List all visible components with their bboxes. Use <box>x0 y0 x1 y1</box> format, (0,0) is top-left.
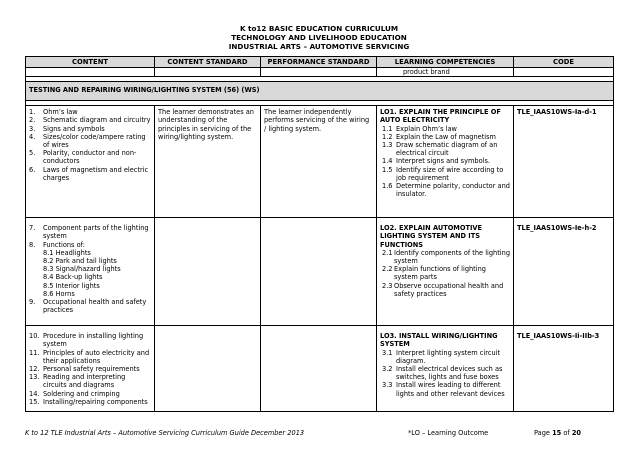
header-line-3: INDUSTRIAL ARTS – AUTOMOTIVE SERVICING <box>228 42 410 51</box>
list-item: 3. Signs and symbols <box>29 124 105 133</box>
list-item: 1.5 Identify size of wire according to job requirement <box>382 165 504 182</box>
column-header-learning-competencies: LEARNING COMPETENCIES <box>377 57 514 68</box>
column-header-performance-standard: PERFORMANCE STANDARD <box>261 57 377 68</box>
content-list <box>29 224 151 314</box>
footer-legend: *LO – Learning Outcome <box>408 429 489 437</box>
content-standard-cell <box>155 218 261 326</box>
content-standard-cell <box>155 326 261 412</box>
list-item: 14. Soldering and crimping <box>29 389 120 398</box>
content-cell <box>26 218 155 326</box>
competencies-cell <box>377 326 514 412</box>
header-line-1: K to12 BASIC EDUCATION CURRICULUM <box>239 24 399 33</box>
list-item: 2.3 Observe occupational health and safety practices <box>382 281 504 298</box>
column-header-content-standard: CONTENT STANDARD <box>155 57 261 68</box>
section-row <box>26 82 614 101</box>
list-item: 8.6 Horns <box>43 289 75 298</box>
curriculum-table <box>25 56 614 412</box>
content-cell <box>26 326 155 412</box>
list-item: 2.1 Identify components of the lighting system <box>382 248 510 266</box>
list-item: 8.1 Headlights <box>43 248 91 257</box>
list-item: 2.2 Explain functions of lighting system parts <box>382 265 486 282</box>
table-row <box>26 326 614 412</box>
performance-standard-cell <box>261 326 377 412</box>
code-cell: TLE_IAAS10WS-Ie-h-2 <box>514 218 614 326</box>
lo-title: LO1. EXPLAIN THE PRINCIPLE OF AUTO ELECTRICITY <box>380 108 501 125</box>
column-header-code: CODE <box>514 57 614 68</box>
content-cell <box>26 106 155 218</box>
list-item: 11. Principles of auto electricity and their applications <box>29 348 150 365</box>
list-item: 8.4 Back-up lights <box>43 273 103 282</box>
list-item: 3.1 Interpret lighting system circuit diagram. <box>382 348 501 365</box>
code-cell: TLE_IAAS10WS-Ii-IIb-3 <box>514 326 614 412</box>
table-row <box>26 218 614 326</box>
column-header-row <box>26 57 614 68</box>
list-item: 5. Polarity, conductor and non-conductors <box>29 149 137 166</box>
competencies-cell <box>377 106 514 218</box>
list-item: 1.6 Determine polarity, conductor and insulator. <box>382 182 510 199</box>
carryover-row <box>26 68 614 77</box>
list-item: 3.2 Install electrical devices such as switches, lights and fuse boxes <box>382 365 503 382</box>
list-item: 1. Ohm’s law <box>29 108 78 117</box>
list-item: 6. Laws of magnetism and electric charges <box>29 165 149 182</box>
list-item: 1.3 Draw schematic diagram of an electrical circuit <box>382 141 498 158</box>
lo-title: LO3. INSTALL WIRING/LIGHTING SYSTEM <box>380 332 498 349</box>
code-cell: TLE_IAAS10WS-Ia-d-1 <box>514 106 614 218</box>
list-item: 4. Sizes/color code/ampere rating of wires <box>29 132 146 150</box>
list-item: 1.1 Explain Ohm’s law <box>382 124 457 133</box>
page-number: Page 15 of 20 <box>534 429 581 437</box>
list-item: 12. Personal safety requirements <box>29 365 140 374</box>
section-title: TESTING AND REPAIRING WIRING/LIGHTING SYSTEM (56) (WS) <box>26 82 614 101</box>
list-item: 8.2 Park and tail lights <box>43 257 117 266</box>
performance-standard-cell: The learner independently performs servicing of the wiring / lighting system. <box>261 106 377 218</box>
lo-title: LO2. EXPLAIN AUTOMOTIVE LIGHTING SYSTEM AND ITS FUNCTIONS <box>380 224 483 249</box>
list-item: 1.2 Explain the Law of magnetism <box>382 132 496 141</box>
competencies-cell <box>377 218 514 326</box>
list-item: 3.3 Install wires leading to different lights and other relevant devices <box>382 381 505 398</box>
list-item: 2. Schematic diagram and circuitry <box>29 116 151 125</box>
column-header-content: CONTENT <box>26 57 155 68</box>
performance-standard-cell <box>261 218 377 326</box>
list-item: 10. Procedure in installing lighting system <box>29 332 144 349</box>
list-item: 9. Occupational health and safety practices <box>29 298 147 315</box>
footer-title: K to 12 TLE Industrial Arts – Automotive Servicing Curriculum Guide December 2013 <box>25 429 305 437</box>
carryover-text: product brand <box>377 68 514 77</box>
table-row <box>26 106 614 218</box>
header-line-2: TECHNOLOGY AND LIVELIHOOD EDUCATION <box>231 33 407 42</box>
list-item: 8.3 Signal/hazard lights <box>43 265 121 274</box>
list-item: 13. Reading and interpreting circuits and diagrams <box>29 373 126 390</box>
list-item: 1.4 Interpret signs and symbols. <box>382 157 490 166</box>
list-item: 7. Component parts of the lighting system <box>29 224 149 241</box>
content-list <box>29 332 151 406</box>
content-list <box>29 108 151 182</box>
list-item: 15. Installing/repairing components <box>29 397 148 406</box>
content-standard-cell: The learner demonstrates an understanding of the principles in servicing of the wiring/lighting system. <box>155 106 261 218</box>
list-item: 8.5 Interior lights <box>43 281 100 290</box>
list-item: 8. Functions of: <box>29 240 85 249</box>
